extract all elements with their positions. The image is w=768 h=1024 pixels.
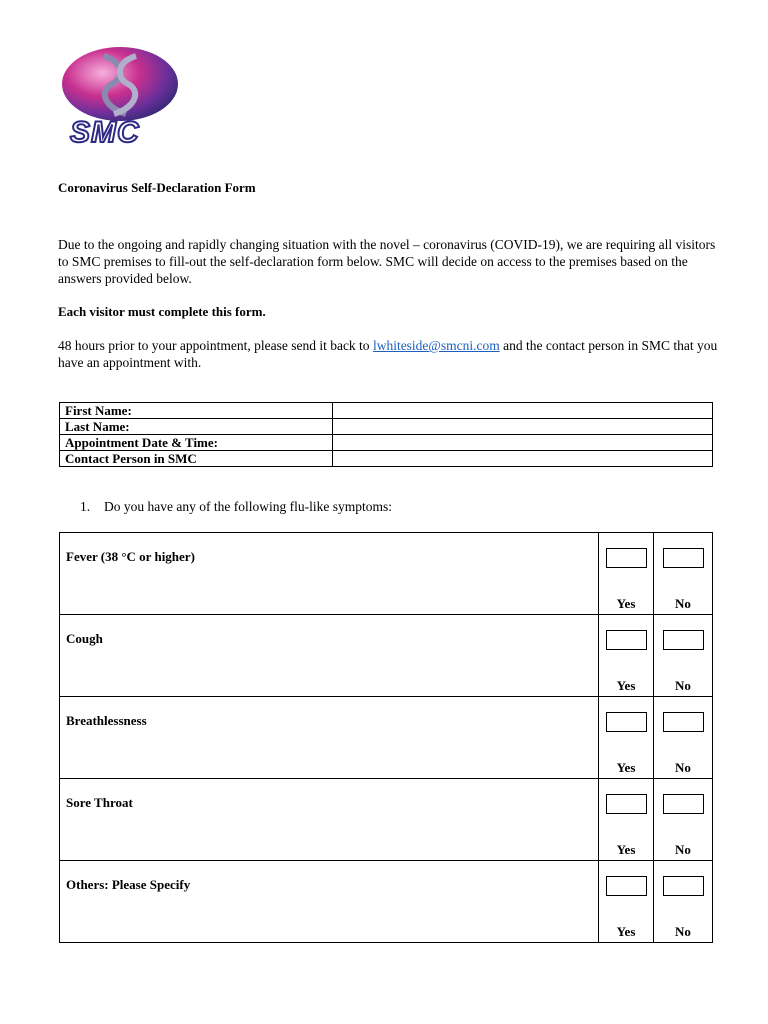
- no-label: No: [675, 678, 691, 693]
- table-row: [60, 533, 713, 615]
- symptoms-table: [59, 532, 713, 943]
- table-row: [60, 779, 713, 861]
- table-row: [60, 435, 713, 451]
- appointment-field[interactable]: [333, 435, 713, 451]
- table-row: [60, 419, 713, 435]
- email-link[interactable]: lwhiteside@smcni.com: [372, 338, 500, 353]
- question-1: [80, 499, 392, 515]
- appointment-label: Appointment Date & Time:: [60, 435, 333, 451]
- contact-person-field[interactable]: [333, 451, 713, 467]
- send-back-text-after: and the contact person in SMC that you have an appointment with.: [58, 338, 718, 370]
- symptom-label: Cough: [60, 615, 599, 697]
- last-name-field[interactable]: [333, 419, 713, 435]
- yes-label: Yes: [616, 842, 636, 857]
- no-checkbox[interactable]: [663, 712, 704, 732]
- intro-paragraph: Due to the ongoing and rapidly changing situation with the novel – coronavirus (COVID-19), we are requiring all visitors to SMC premises to fill-out the self-declaration form below. SMC will decide on access to the premises based on the answers provided below.: [58, 237, 716, 286]
- yes-cell: [599, 615, 654, 697]
- yes-cell: [599, 861, 654, 943]
- yes-cell: [599, 533, 654, 615]
- table-row: [60, 697, 713, 779]
- yes-checkbox[interactable]: [606, 630, 647, 650]
- no-cell: [654, 533, 713, 615]
- yes-label: Yes: [616, 678, 636, 693]
- question-number: 1.: [80, 499, 91, 514]
- yes-label: Yes: [616, 760, 636, 775]
- logo-text: SMC: [70, 116, 140, 149]
- no-label: No: [675, 760, 691, 775]
- yes-checkbox[interactable]: [606, 712, 647, 732]
- table-row: [60, 451, 713, 467]
- no-cell: [654, 861, 713, 943]
- yes-checkbox[interactable]: [606, 548, 647, 568]
- yes-cell: [599, 697, 654, 779]
- no-checkbox[interactable]: [663, 548, 704, 568]
- contact-person-label: Contact Person in SMC: [60, 451, 333, 467]
- no-label: No: [675, 596, 691, 611]
- send-back-text-before: 48 hours prior to your appointment, please send it back to: [58, 338, 373, 353]
- no-checkbox[interactable]: [663, 630, 704, 650]
- table-row: [60, 615, 713, 697]
- yes-cell: [599, 779, 654, 861]
- yes-label: Yes: [616, 596, 636, 611]
- table-row: [60, 861, 713, 943]
- no-cell: [654, 615, 713, 697]
- first-name-label: First Name:: [60, 403, 333, 419]
- must-complete-notice: Each visitor must complete this form.: [58, 304, 266, 319]
- visitor-info-table: [59, 402, 713, 467]
- yes-checkbox[interactable]: [606, 876, 647, 896]
- yes-label: Yes: [616, 924, 636, 939]
- first-name-field[interactable]: [333, 403, 713, 419]
- yes-checkbox[interactable]: [606, 794, 647, 814]
- no-label: No: [675, 842, 691, 857]
- question-text: Do you have any of the following flu-like symptoms:: [104, 499, 392, 514]
- symptom-label: Fever (38 °C or higher): [60, 533, 599, 615]
- no-label: No: [675, 924, 691, 939]
- no-checkbox[interactable]: [663, 876, 704, 896]
- send-back-paragraph: [58, 337, 718, 371]
- form-title: Coronavirus Self-Declaration Form: [58, 180, 256, 195]
- symptom-label: Others: Please Specify: [60, 861, 599, 943]
- last-name-label: Last Name:: [60, 419, 333, 435]
- no-cell: [654, 779, 713, 861]
- table-row: [60, 403, 713, 419]
- symptom-label: Sore Throat: [60, 779, 599, 861]
- no-cell: [654, 697, 713, 779]
- no-checkbox[interactable]: [663, 794, 704, 814]
- symptom-label: Breathlessness: [60, 697, 599, 779]
